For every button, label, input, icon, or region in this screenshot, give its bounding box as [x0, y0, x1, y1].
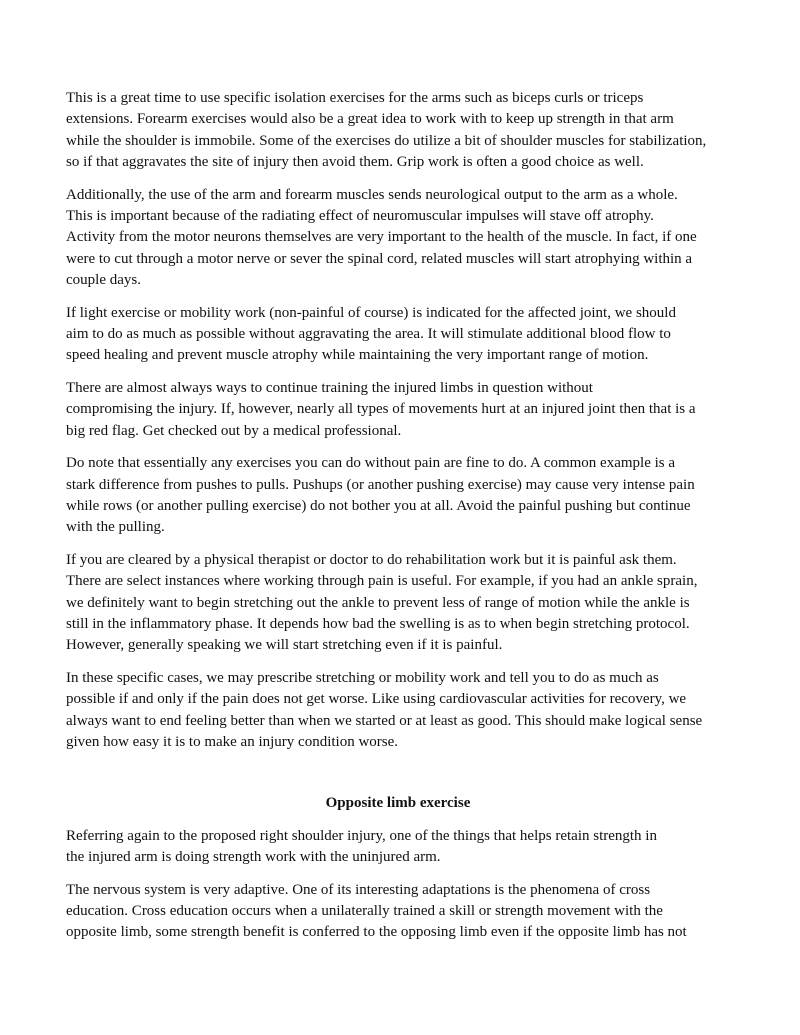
paragraph-line: possible if and only if the pain does not get worse. Like using cardiovascular activities for recovery, we — [66, 691, 687, 708]
paragraph — [38, 453, 758, 539]
paragraph — [38, 378, 758, 442]
paragraph-line: so if that aggravates the site of injury then avoid them. Grip work is often a good choice as well. — [66, 154, 644, 171]
section-heading: Opposite limb exercise — [325, 795, 471, 812]
paragraph — [38, 185, 758, 292]
paragraph-line: couple days. — [66, 272, 141, 289]
paragraph-line: always want to end feeling better than when we started or at least as good. This should make logical sense — [66, 712, 703, 729]
body-text-after-heading — [38, 826, 758, 944]
paragraph-line: The nervous system is very adaptive. One of its interesting adaptations is the phenomena of cross — [66, 881, 651, 898]
paragraph-line: opposite limb, some strength benefit is conferred to the opposing limb even if the opposite limb has not — [66, 924, 687, 941]
paragraph-line: big red flag. Get checked out by a medical professional. — [66, 422, 402, 439]
paragraph — [38, 668, 758, 754]
paragraph-line: the injured arm is doing strength work with the uninjured arm. — [66, 849, 441, 866]
paragraph — [38, 880, 758, 944]
paragraph-line: In these specific cases, we may prescribe stretching or mobility work and tell you to do as much as — [66, 669, 659, 686]
paragraph-line: stark difference from pushes to pulls. Pushups (or another pushing exercise) may cause very intense pain — [66, 476, 695, 493]
paragraph — [38, 303, 758, 367]
paragraph-line: extensions. Forearm exercises would also be a great idea to work with to keep up strength in that arm — [66, 111, 674, 128]
paragraph-line: If you are cleared by a physical therapist or doctor to do rehabilitation work but it is painful ask them. — [66, 551, 677, 568]
document-page — [38, 88, 758, 955]
paragraph-line: aim to do as much as possible without aggravating the area. It will stimulate additional blood flow to — [66, 326, 671, 343]
paragraph-line: There are select instances where working through pain is useful. For example, if you had an ankle sprain, — [66, 573, 698, 590]
paragraph-line: This is a great time to use specific isolation exercises for the arms such as biceps curls or triceps — [66, 90, 644, 106]
paragraph-line: still in the inflammatory phase. It depends how bad the swelling is as to when begin stretching protocol. — [66, 615, 690, 632]
paragraph-line: speed healing and prevent muscle atrophy while maintaining the very important range of motion. — [66, 347, 649, 364]
paragraph-line: Do note that essentially any exercises you can do without pain are fine to do. A common example is a — [66, 455, 676, 472]
paragraph-line: while the shoulder is immobile. Some of the exercises do utilize a bit of shoulder muscles for stabilization, — [66, 132, 707, 149]
paragraph-line: There are almost always ways to continue training the injured limbs in question without — [66, 379, 593, 396]
paragraph — [38, 88, 758, 174]
paragraph-line: Additionally, the use of the arm and forearm muscles sends neurological output to the arm as a whole. — [66, 186, 678, 203]
paragraph-line: education. Cross education occurs when a unilaterally trained a skill or strength movement with the — [66, 903, 663, 919]
paragraph-line: This is important because of the radiating effect of neuromuscular impulses will stave off atrophy. — [66, 208, 654, 225]
paragraph — [38, 826, 758, 869]
paragraph-line: while rows (or another pulling exercise) do not bother you at all. Avoid the painful pushing but continue — [66, 497, 691, 514]
paragraph-line: Referring again to the proposed right shoulder injury, one of the things that helps retain strength in — [66, 827, 657, 844]
paragraph-line: we definitely want to begin stretching out the ankle to prevent less of range of motion while the ankle is — [66, 594, 690, 611]
paragraph-line: were to cut through a motor nerve or sever the spinal cord, related muscles will start atrophying within a — [66, 250, 693, 267]
paragraph-line: given how easy it is to make an injury condition worse. — [66, 733, 399, 750]
paragraph-line: However, generally speaking we will start stretching even if it is painful. — [66, 637, 503, 654]
body-text-before-heading — [38, 88, 758, 753]
paragraph-line: compromising the injury. If, however, nearly all types of movements hurt at an injured joint then that is a — [66, 401, 696, 418]
paragraph-line: with the pulling. — [66, 519, 165, 536]
paragraph — [38, 550, 758, 657]
paragraph-line: Activity from the motor neurons themselves are very important to the health of the muscle. In fact, if one — [66, 229, 697, 246]
paragraph-line: If light exercise or mobility work (non-painful of course) is indicated for the affected joint, we should — [66, 304, 676, 321]
